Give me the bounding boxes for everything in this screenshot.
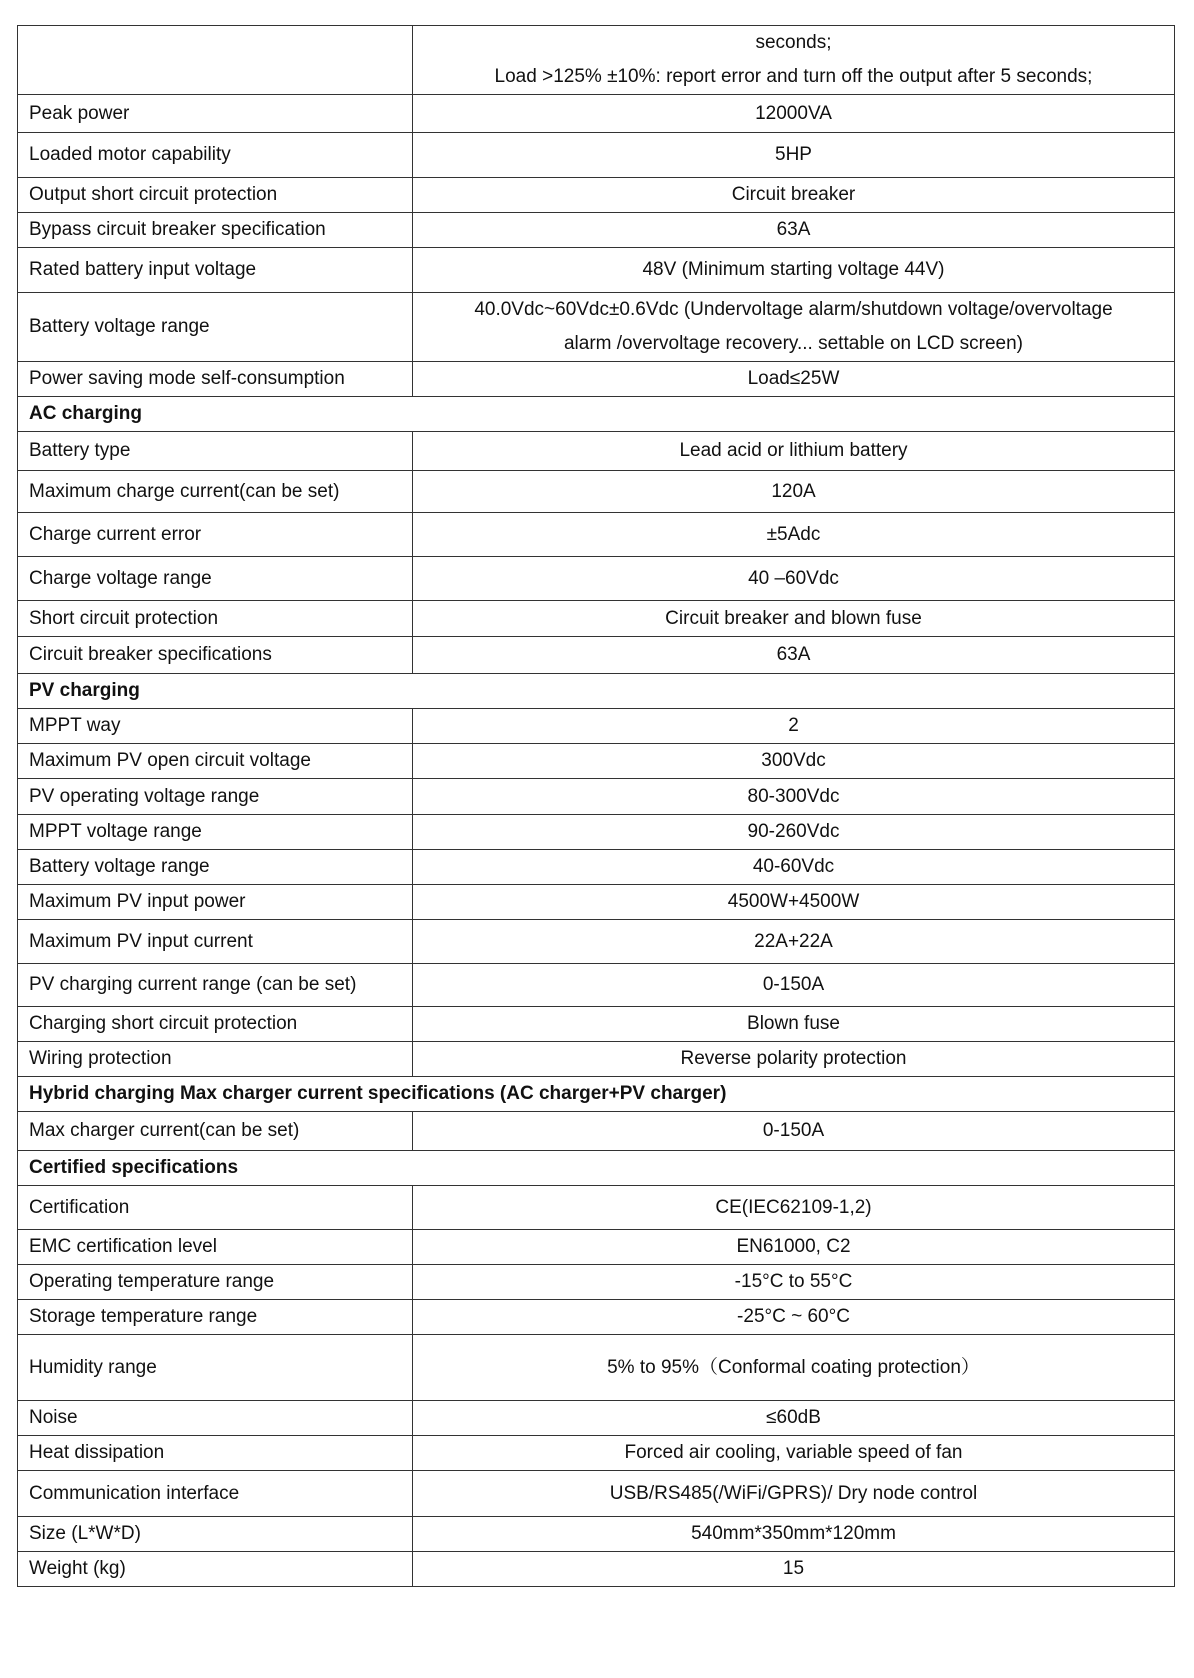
spec-value: Lead acid or lithium battery [413, 432, 1175, 471]
table-row [18, 471, 1175, 513]
table-row [18, 637, 1175, 674]
spec-label: Peak power [18, 95, 413, 133]
table-row [18, 601, 1175, 637]
table-row [18, 95, 1175, 133]
table-row [18, 1401, 1175, 1436]
table-row [18, 1186, 1175, 1230]
spec-value: 22A+22A [413, 920, 1175, 964]
spec-label: PV operating voltage range [18, 779, 413, 815]
spec-value-line: seconds; [755, 32, 832, 53]
spec-value: 120A [413, 471, 1175, 513]
spec-label: Circuit breaker specifications [18, 637, 413, 674]
section-heading: Hybrid charging Max charger current specifications (AC charger+PV charger) [18, 1077, 1175, 1112]
spec-value: 90-260Vdc [413, 815, 1175, 850]
section-row [18, 397, 1175, 432]
spec-label: Power saving mode self-consumption [18, 362, 413, 397]
table-row [18, 1300, 1175, 1335]
spec-label: Battery voltage range [18, 293, 413, 362]
spec-label: Charge voltage range [18, 557, 413, 601]
table-row [18, 744, 1175, 779]
spec-label [18, 26, 413, 95]
spec-label: Loaded motor capability [18, 133, 413, 178]
spec-value: 4500W+4500W [413, 885, 1175, 920]
spec-value: Forced air cooling, variable speed of fan [413, 1436, 1175, 1471]
section-heading: Certified specifications [18, 1151, 1175, 1186]
table-row [18, 1335, 1175, 1401]
spec-value: 48V (Minimum starting voltage 44V) [413, 248, 1175, 293]
spec-value: Reverse polarity protection [413, 1042, 1175, 1077]
spec-value: EN61000, C2 [413, 1230, 1175, 1265]
section-row [18, 1151, 1175, 1186]
table-row [18, 362, 1175, 397]
spec-value [413, 293, 1175, 362]
table-row [18, 1517, 1175, 1552]
table-row [18, 1112, 1175, 1151]
table-row [18, 432, 1175, 471]
spec-label: Storage temperature range [18, 1300, 413, 1335]
spec-value-line: Load >125% ±10%: report error and turn off the output after 5 seconds; [494, 66, 1093, 87]
spec-label: Certification [18, 1186, 413, 1230]
spec-value: 63A [413, 637, 1175, 674]
spec-label: MPPT way [18, 709, 413, 744]
spec-label: EMC certification level [18, 1230, 413, 1265]
table-row [18, 850, 1175, 885]
spec-label: Short circuit protection [18, 601, 413, 637]
spec-label: Heat dissipation [18, 1436, 413, 1471]
spec-label: Operating temperature range [18, 1265, 413, 1300]
spec-value: 5% to 95%（Conformal coating protection） [413, 1335, 1175, 1401]
spec-label: Battery type [18, 432, 413, 471]
spec-label: MPPT voltage range [18, 815, 413, 850]
spec-value: Blown fuse [413, 1007, 1175, 1042]
spec-label: Max charger current(can be set) [18, 1112, 413, 1151]
table-row [18, 513, 1175, 557]
spec-value: 12000VA [413, 95, 1175, 133]
spec-label: Maximum PV input current [18, 920, 413, 964]
spec-label: Noise [18, 1401, 413, 1436]
spec-label: Weight (kg) [18, 1552, 413, 1587]
table-row [18, 178, 1175, 213]
table-row [18, 248, 1175, 293]
spec-label: Charging short circuit protection [18, 1007, 413, 1042]
spec-value [413, 26, 1175, 95]
spec-label: Charge current error [18, 513, 413, 557]
spec-value: 300Vdc [413, 744, 1175, 779]
spec-label: Size (L*W*D) [18, 1517, 413, 1552]
spec-value: -25°C ~ 60°C [413, 1300, 1175, 1335]
spec-label: Maximum PV input power [18, 885, 413, 920]
table-row [18, 213, 1175, 248]
spec-value: 0-150A [413, 964, 1175, 1007]
spec-value: ±5Adc [413, 513, 1175, 557]
table-row [18, 709, 1175, 744]
spec-value: 40-60Vdc [413, 850, 1175, 885]
table-row [18, 1471, 1175, 1517]
spec-value: -15°C to 55°C [413, 1265, 1175, 1300]
table-row [18, 557, 1175, 601]
spec-label: Battery voltage range [18, 850, 413, 885]
table-row [18, 964, 1175, 1007]
table-row [18, 1552, 1175, 1587]
table-row [18, 1007, 1175, 1042]
section-heading: PV charging [18, 674, 1175, 709]
spec-value: CE(IEC62109-1,2) [413, 1186, 1175, 1230]
spec-table [17, 25, 1175, 1587]
spec-label: Wiring protection [18, 1042, 413, 1077]
spec-value: 2 [413, 709, 1175, 744]
spec-label: Bypass circuit breaker specification [18, 213, 413, 248]
table-row [18, 1265, 1175, 1300]
section-heading: AC charging [18, 397, 1175, 432]
spec-label: Humidity range [18, 1335, 413, 1401]
spec-value: 80-300Vdc [413, 779, 1175, 815]
spec-label: PV charging current range (can be set) [18, 964, 413, 1007]
section-row [18, 1077, 1175, 1112]
table-row [18, 26, 1175, 95]
spec-value: 0-150A [413, 1112, 1175, 1151]
table-row [18, 293, 1175, 362]
spec-value-line: alarm /overvoltage recovery... settable on LCD screen) [563, 333, 1023, 354]
table-row [18, 815, 1175, 850]
spec-value: 63A [413, 213, 1175, 248]
table-row [18, 779, 1175, 815]
table-row [18, 1042, 1175, 1077]
spec-label: Communication interface [18, 1471, 413, 1517]
spec-value: 540mm*350mm*120mm [413, 1517, 1175, 1552]
spec-label: Rated battery input voltage [18, 248, 413, 293]
table-row [18, 1230, 1175, 1265]
spec-label: Output short circuit protection [18, 178, 413, 213]
spec-value: Circuit breaker and blown fuse [413, 601, 1175, 637]
spec-value: ≤60dB [413, 1401, 1175, 1436]
table-row [18, 133, 1175, 178]
table-row [18, 885, 1175, 920]
spec-value: 5HP [413, 133, 1175, 178]
spec-value: Circuit breaker [413, 178, 1175, 213]
spec-label: Maximum charge current(can be set) [18, 471, 413, 513]
table-row [18, 920, 1175, 964]
spec-value: Load≤25W [413, 362, 1175, 397]
table-row [18, 1436, 1175, 1471]
spec-value: USB/RS485(/WiFi/GPRS)/ Dry node control [413, 1471, 1175, 1517]
spec-value: 15 [413, 1552, 1175, 1587]
spec-label: Maximum PV open circuit voltage [18, 744, 413, 779]
section-row [18, 674, 1175, 709]
spec-value-line: 40.0Vdc~60Vdc±0.6Vdc (Undervoltage alarm/shutdown voltage/overvoltage [474, 299, 1113, 320]
spec-value: 40 –60Vdc [413, 557, 1175, 601]
